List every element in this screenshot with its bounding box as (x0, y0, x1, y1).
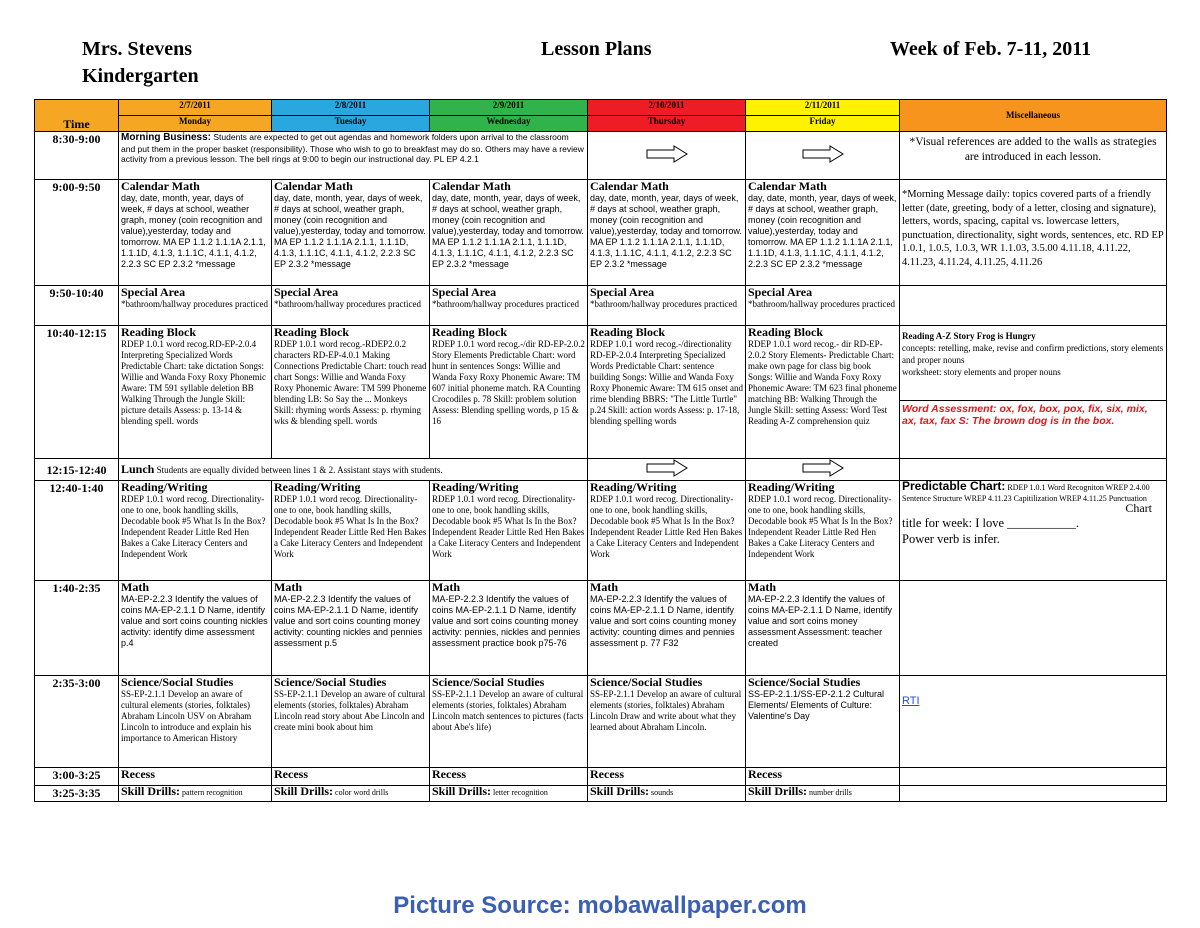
rw-title: Reading/Writing (590, 480, 677, 494)
day-monday: Monday (119, 116, 272, 132)
special-wednesday (430, 286, 588, 326)
special-monday (119, 286, 272, 326)
time-recess: 3:00-3:25 (35, 768, 119, 786)
science-title: Science/Social Studies (274, 675, 387, 689)
recess-title: Recess (432, 767, 466, 781)
recess-title: Recess (121, 767, 155, 781)
recess-title: Recess (274, 767, 308, 781)
rw-wednesday (430, 481, 588, 581)
date-thursday: 2/10/2011 (588, 100, 746, 116)
science-text: SS-EP-2.1.1 Develop an aware of cultural elements (stories, folktales) Abraham Lincoln match sentences to pictures (facts about Abe's life) (432, 689, 584, 732)
reading-wednesday (430, 326, 588, 459)
predictable-chart-label: Predictable Chart: (902, 480, 1006, 493)
rw-text: RDEP 1.0.1 word recog. Directionality- one to one, book handling skills, Decodable book #5 What Is In the Box? Independent Reader Little Red Hen Bakes a Cake Literacy Centers and Independent Work (274, 494, 427, 559)
row-lunch (35, 459, 1167, 481)
date-row (35, 100, 1167, 116)
morning-text: Students are expected to get out agendas and homework folders upon arrival to the classroom and put them in the proper basket (responsibility). Those who wish to go to breakfast may do so. Others may have a review activity from a previous lesson. The bell rings at 9:00 to begin our instructional day. PL EP 4.2.1 (121, 132, 584, 164)
calendar-title: Calendar Math (432, 179, 511, 193)
rw-thursday (588, 481, 746, 581)
row-science (35, 676, 1167, 768)
special-thursday (588, 286, 746, 326)
math-monday (119, 581, 272, 676)
week-label: Week of Feb. 7-11, 2011 (890, 38, 1092, 60)
grade-label: Kindergarten (82, 65, 199, 87)
recess-thursday (588, 768, 746, 786)
day-thursday: Thursday (588, 116, 746, 132)
day-tuesday: Tuesday (272, 116, 430, 132)
calendar-tuesday (272, 180, 430, 286)
science-text: SS-EP-2.1.1/SS-EP-2.1.2 Cultural Elements/ Elements of Culture: Valentine's Day (748, 689, 885, 721)
rw-text: RDEP 1.0.1 word recog. Directionality- one to one, book handling skills, Decodable book #5 What Is In the Box? Independent Reader Little Red Hen Bakes a Cake Literacy Centers and Independent Work (748, 494, 893, 559)
science-text: SS-EP-2.1.1 Develop an aware of cultural elements (stories, folktales) Abraham Lincoln Draw and write about what they learned about Abraham Lincoln. (590, 689, 742, 732)
time-header: Time (35, 100, 119, 132)
row-morning (35, 132, 1167, 180)
math-title: Math (432, 580, 460, 594)
skills-wednesday (430, 786, 588, 802)
arrow-cell-friday (746, 132, 900, 180)
power-verb: Power verb is infer. (902, 532, 1000, 546)
math-title: Math (748, 580, 776, 594)
science-friday (746, 676, 900, 768)
science-thursday (588, 676, 746, 768)
rw-monday (119, 481, 272, 581)
rw-title: Reading/Writing (748, 480, 835, 494)
misc-header: Miscellaneous (900, 100, 1167, 132)
misc-lunch (900, 459, 1167, 481)
date-monday: 2/7/2011 (119, 100, 272, 116)
misc-science (900, 676, 1167, 768)
rw-title: Reading/Writing (432, 480, 519, 494)
word-assessment: Word Assessment: ox, fox, box, pox, fix, six, mix, ax, tax, fax S: The brown dog is in the box. (902, 403, 1148, 427)
reading-thursday (588, 326, 746, 459)
science-text: SS-EP-2.1.1 Develop an aware of cultural elements (stories, folktales) Abraham Lincoln read story about Abe Lincoln and create mini book about him (274, 689, 426, 732)
science-text: SS-EP-2.1.1 Develop an aware of cultural elements (stories, folktales) Abraham Lincoln USV on Abraham Lincoln to introduce and explain his importance to American History (121, 689, 252, 743)
skills-title: Skill Drills: (748, 785, 808, 798)
misc-math (900, 581, 1167, 676)
reading-friday (746, 326, 900, 459)
skills-title: Skill Drills: (432, 785, 492, 798)
lunch-cell (119, 459, 588, 481)
lunch-arrow-friday (746, 459, 900, 481)
lunch-title: Lunch (121, 461, 155, 476)
skills-text: letter recognition (493, 788, 548, 797)
math-title: Math (590, 580, 618, 594)
rw-friday (746, 481, 900, 581)
time-lunch: 12:15-12:40 (35, 459, 119, 481)
misc-calendar: *Morning Message daily: topics covered parts of a friendly letter (date, greeting, body of a letter, closing and signature), letters, words, spacing, capital vs. lowercase letters, punctuation, directionality, sight words, sentences, etc. RD EP 1.0.1, 1.0.5, 1.0.3, WR 1.1.03, 3.5.00 4.11.18, 4.11.22, 4.11.23, 4.11.24, 4.11.25, 4.11.26 (900, 180, 1167, 286)
day-friday: Friday (746, 116, 900, 132)
science-tuesday (272, 676, 430, 768)
calendar-title: Calendar Math (748, 179, 827, 193)
rti-link[interactable]: RTI (902, 695, 920, 707)
science-title: Science/Social Studies (590, 675, 703, 689)
time-morning: 8:30-9:00 (35, 132, 119, 180)
calendar-title: Calendar Math (274, 179, 353, 193)
skills-text: number drills (809, 788, 852, 797)
rw-title: Reading/Writing (274, 480, 361, 494)
page-title: Lesson Plans (541, 38, 652, 60)
right-arrow-icon (802, 459, 844, 477)
row-calendar (35, 180, 1167, 286)
skills-text: color word drills (335, 788, 389, 797)
reading-text: RDEP 1.0.1 word recog.-/directionality RD-EP-2.0.4 Interpreting Specialized Words Predictable Chart: sentence building Songs: Willie and Wanda Foxy Roxy Phonemic Aware: TM 615 onset and rime blending BBRS: "The Little Turtle" p.24 Skill: action words Assess: p. 17-18, blending spelling words (590, 339, 743, 426)
arrow-cell-thursday (588, 132, 746, 180)
rw-text: RDEP 1.0.1 word recog. Directionality- one to one, book handling skills, Decodable book #5 What Is In the Box? Independent Reader Little Red Hen Bakes a Cake Literacy Centers and Independent Work (590, 494, 743, 559)
calendar-wednesday (430, 180, 588, 286)
story-worksheet: worksheet: story elements and proper nouns (902, 367, 1061, 377)
reading-title: Reading Block (274, 325, 350, 339)
time-readingwriting: 12:40-1:40 (35, 481, 119, 581)
lunch-text: Students are equally divided between lines 1 & 2. Assistant stays with students. (154, 464, 443, 475)
row-skills (35, 786, 1167, 802)
morning-title: Morning Business: (121, 132, 212, 143)
calendar-text: day, date, month, year, days of week, # days at school, weather graph, money (coin recognition and value),yesterday, today and tomorrow. MA EP 1.1.2 1.1.1A 2.1.1, 1.1.1D, 4.1.3, 1.1.1C, 4.1.1, 4.1.2, 2.2.3 SC EP 2.3.2 *message (121, 193, 266, 269)
special-text: *bathroom/hallway procedures practiced (121, 299, 268, 309)
science-title: Science/Social Studies (121, 675, 234, 689)
recess-title: Recess (590, 767, 624, 781)
special-text: *bathroom/hallway procedures practiced (432, 299, 579, 309)
special-title: Special Area (121, 285, 186, 299)
skills-friday (746, 786, 900, 802)
skills-text: pattern recognition (182, 788, 243, 797)
recess-tuesday (272, 768, 430, 786)
math-text: MA-EP-2.2.3 Identify the values of coins MA-EP-2.1.1 D Name, identify value and sort coins counting nickles activity: identify dime assessment p.4 (121, 594, 268, 648)
rw-text: RDEP 1.0.1 word recog. Directionality- one to one, book handling skills, Decodable book #5 What Is In the Box? Independent Reader Little Red Hen Bakes a Cake Literacy Centers and Independent Work (121, 494, 266, 559)
row-recess (35, 768, 1167, 786)
reading-title: Reading Block (748, 325, 824, 339)
rw-title: Reading/Writing (121, 480, 208, 494)
math-text: MA-EP-2.2.3 Identify the values of coins MA-EP-2.1.1 D Name, identify value and sort coins counting money activity: counting dimes and pennies assessment p. 77 F32 (590, 594, 737, 648)
right-arrow-icon (646, 459, 688, 477)
reading-title: Reading Block (121, 325, 197, 339)
lunch-arrow-thursday (588, 459, 746, 481)
skills-title: Skill Drills: (590, 785, 650, 798)
calendar-thursday (588, 180, 746, 286)
math-friday (746, 581, 900, 676)
calendar-title: Calendar Math (121, 179, 200, 193)
recess-friday (746, 768, 900, 786)
recess-monday (119, 768, 272, 786)
misc-skills (900, 786, 1167, 802)
morning-cell (119, 132, 588, 180)
misc-reading (900, 326, 1167, 459)
time-reading: 10:40-12:15 (35, 326, 119, 459)
recess-title: Recess (748, 767, 782, 781)
misc-recess (900, 768, 1167, 786)
science-wednesday (430, 676, 588, 768)
skills-monday (119, 786, 272, 802)
row-readingwriting (35, 481, 1167, 581)
math-text: MA-EP-2.2.3 Identify the values of coins MA-EP-2.1.1 D Name, identify value and sort coins money assessment Assessment: teacher created (748, 594, 893, 648)
reading-text: RDEP 1.0.1 word recog.- dir RD-EP-2.0.2 Story Elements- Predictable Chart: make own page for class big book Songs: Willie and Wanda Foxy Roxy Phonemic Aware: TM 623 final phoneme matching BB: Walking Through the Jungle Skill: setting Assess: Word Test Reading A-Z comprehension quiz (748, 339, 897, 426)
right-arrow-icon (646, 145, 688, 163)
day-wednesday: Wednesday (430, 116, 588, 132)
reading-text: RDEP 1.0.1 word recog.RD-EP-2.0.4 Interpreting Specialized Words Predictable Chart: take dictation Songs: Willie and Wanda Foxy Roxy Phonemic Aware: TM 591 syllable deletion BB Walking Through the Jungle Skill: picture details Assess: p. 13-14 & blending spell. words (121, 339, 266, 426)
right-arrow-icon (802, 145, 844, 163)
special-title: Special Area (432, 285, 497, 299)
math-thursday (588, 581, 746, 676)
skills-tuesday (272, 786, 430, 802)
rw-text: RDEP 1.0.1 word recog. Directionality- one to one, book handling skills, Decodable book #5 What Is In the Box? Independent Reader Little Red Hen Bakes a Cake Literacy Centers and Independent Work (432, 494, 585, 559)
misc-morning: *Visual references are added to the walls as strategies are introduced in each lesson. (900, 132, 1167, 180)
science-monday (119, 676, 272, 768)
calendar-text: day, date, month, year, days of week, # days at school, weather graph, money (coin recognition and value),yesterday, today and tomorrow. MA EP 1.1.2 1.1.1A 2.1.1, 1.1.1D, 4.1.3, 1.1.1C, 4.1.1, 4.1.2, 2.2.3 SC EP 2.3.2 *message (274, 193, 426, 269)
story-concepts: concepts: retelling, make, revise and confirm predictions, story elements and proper nouns (902, 343, 1164, 365)
time-skills: 3:25-3:35 (35, 786, 119, 802)
math-title: Math (121, 580, 149, 594)
calendar-monday (119, 180, 272, 286)
calendar-friday (746, 180, 900, 286)
skills-title: Skill Drills: (121, 785, 181, 798)
skills-title: Skill Drills: (274, 785, 334, 798)
rw-tuesday (272, 481, 430, 581)
math-tuesday (272, 581, 430, 676)
teacher-name: Mrs. Stevens (82, 38, 192, 60)
time-calendar: 9:00-9:50 (35, 180, 119, 286)
chart-word: Chart (1125, 501, 1152, 515)
time-science: 2:35-3:00 (35, 676, 119, 768)
calendar-text: day, date, month, year, days of week, # days at school, weather graph, money (coin recognition and value),yesterday, today and tomorrow. MA EP 1.1.2 1.1.1A 2.1.1, 1.1.1D, 4.1.3, 1.1.1C, 4.1.1, 4.1.2, 2.2.3 SC EP 2.3.2 *message (748, 193, 897, 269)
math-text: MA-EP-2.2.3 Identify the values of coins MA-EP-2.1.1 D Name, identify value and sort coins counting money activity: counting nickles and pennies assessment p.5 (274, 594, 423, 648)
special-text: *bathroom/hallway procedures practiced (590, 299, 737, 309)
math-wednesday (430, 581, 588, 676)
time-special: 9:50-10:40 (35, 286, 119, 326)
calendar-text: day, date, month, year, days of week, # days at school, weather graph, money (coin recognition and value),yesterday, today and tomorrow. MA EP 1.1.2 1.1.1A 2.1.1, 1.1.1D, 4.1.3, 1.1.1C, 4.1.1, 4.1.2, 2.2.3 SC EP 2.3.2 *message (432, 193, 584, 269)
misc-readingwriting (900, 481, 1167, 581)
story-title: Reading A-Z Story Frog is Hungry (902, 331, 1036, 341)
date-friday: 2/11/2011 (746, 100, 900, 116)
reading-monday (119, 326, 272, 459)
math-title: Math (274, 580, 302, 594)
misc-special (900, 286, 1167, 326)
science-title: Science/Social Studies (748, 675, 861, 689)
chart-title-week: title for week: I love ___________. (902, 516, 1080, 530)
predictable-chart-standards: RDEP 1.0.1 Word Recogniton WREP 2.4.00 Sentence Structure WREP 4.11.23 Capitilization WREP 4.11.25 Punctuation (902, 483, 1150, 503)
time-math: 1:40-2:35 (35, 581, 119, 676)
date-wednesday: 2/9/2011 (430, 100, 588, 116)
picture-source-caption: Picture Source: mobawallpaper.com (393, 892, 807, 919)
calendar-title: Calendar Math (590, 179, 669, 193)
special-text: *bathroom/hallway procedures practiced (748, 299, 895, 309)
math-text: MA-EP-2.2.3 Identify the values of coins MA-EP-2.1.1 D Name, identify value and sort coins counting money activity: pennies, nickles and pennies assessment practice book p75-76 (432, 594, 581, 648)
skills-thursday (588, 786, 746, 802)
skills-text: sounds (651, 788, 674, 797)
row-reading (35, 326, 1167, 459)
special-title: Special Area (590, 285, 655, 299)
date-tuesday: 2/8/2011 (272, 100, 430, 116)
row-math (35, 581, 1167, 676)
reading-tuesday (272, 326, 430, 459)
row-special (35, 286, 1167, 326)
special-friday (746, 286, 900, 326)
reading-text: RDEP 1.0.1 word recog.-RDEP2.0.2 characters RD-EP-4.0.1 Making Connections Predictable Chart: touch read chart Songs: Willie and Wanda Foxy Roxy Phonemic Aware: TM 599 Phoneme blending LB: So Say the ... Monkeys Skill: rhyming words Assess: p. rhyming wks & blending spell. words (274, 339, 427, 426)
special-title: Special Area (748, 285, 813, 299)
science-title: Science/Social Studies (432, 675, 545, 689)
misc-reading-story (900, 326, 1166, 401)
special-tuesday (272, 286, 430, 326)
reading-title: Reading Block (432, 325, 508, 339)
special-title: Special Area (274, 285, 339, 299)
calendar-text: day, date, month, year, days of week, # days at school, weather graph, money (coin recognition and value),yesterday, today and tomorrow. MA EP 1.1.2 1.1.1A 2.1.1, 1.1.1D, 4.1.3, 1.1.1C, 4.1.1, 4.1.2, 2.2.3 SC EP 2.3.2 *message (590, 193, 742, 269)
reading-title: Reading Block (590, 325, 666, 339)
special-text: *bathroom/hallway procedures practiced (274, 299, 421, 309)
reading-text: RDEP 1.0.1 word recog.-/dir RD-EP-2.0.2 Story Elements Predictable Chart: word hunt in sentences Songs: Willie and Wanda Foxy Roxy Phonemic Aware: TM 607 initial phoneme match. RA Counting Crocodiles p. 78 Skill: problem solution Assess: Blending spelling words, p 15 & 16 (432, 339, 585, 426)
recess-wednesday (430, 768, 588, 786)
lesson-plan-table (34, 99, 1167, 802)
